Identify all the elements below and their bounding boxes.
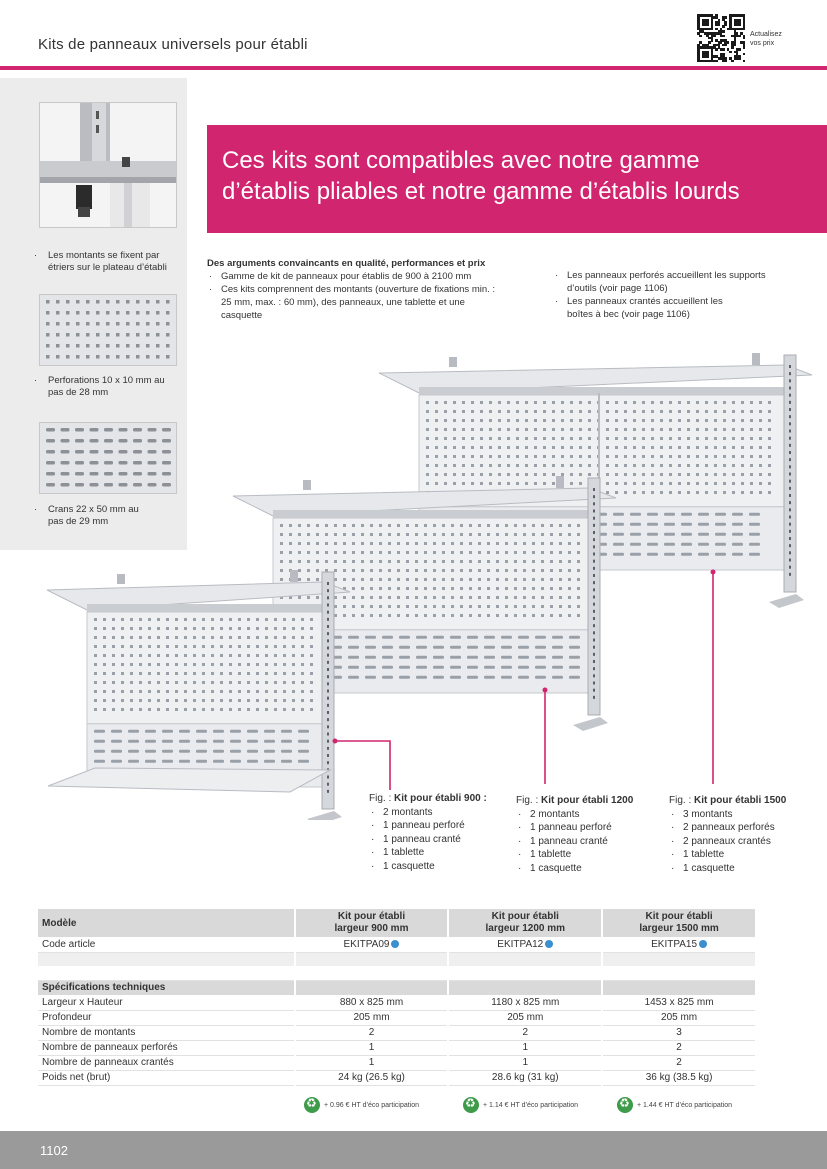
figure-caption-900: Fig. : Kit pour établi 900 : · 2 montants · 1 panneau perforé · 1 panneau cranté · 1 tablette · 1 casquette <box>369 792 487 873</box>
product-illustration <box>0 330 827 820</box>
sidebar-note-3: · Crans 22 x 50 mm au pas de 29 mm <box>34 504 139 527</box>
table-row: Profondeur 205 mm 205 mm 205 mm <box>38 1010 756 1025</box>
eco-participation-1200: ♻ + 1.14 € HT d’éco participation <box>463 1097 578 1113</box>
specifications-table <box>38 909 757 1086</box>
figure-caption-1200: Fig. : Kit pour établi 1200 · 2 montants · 1 panneau perforé · 1 panneau cranté · 1 tablette · 1 casquette <box>516 794 633 875</box>
recycle-icon <box>617 1097 633 1113</box>
product-code[interactable]: EKITPA12 <box>448 937 602 952</box>
clamp-photo <box>39 102 177 228</box>
recycle-icon <box>304 1097 320 1113</box>
figure-caption-1500: Fig. : Kit pour établi 1500 · 3 montants · 2 panneaux perforés · 2 panneaux crantés · 1 tablette · 1 casquette <box>669 794 786 875</box>
recycle-icon <box>463 1097 479 1113</box>
page-header <box>0 0 827 72</box>
table-header-row: Modèle Kit pour établi largeur 900 mm Kit pour établi largeur 1200 mm Kit pour établi largeur 1500 mm <box>38 909 756 937</box>
info-icon[interactable] <box>699 940 707 948</box>
arguments-right: · Les panneaux perforés accueillent les supports d’outils (voir page 1106) · Les panneaux crantés accueillent les boîtes à bec (voir page 1106) <box>553 269 783 321</box>
info-icon[interactable] <box>391 940 399 948</box>
table-spacer-row <box>38 952 756 966</box>
table-spacer-row <box>38 966 756 980</box>
product-code[interactable]: EKITPA09 <box>295 937 449 952</box>
product-code[interactable]: EKITPA15 <box>602 937 756 952</box>
arguments-left: Des arguments convaincants en qualité, performances et prix · Gamme de kit de panneaux pour établis de 900 à 2100 mm · Ces kits comprennent des montants (ouverture de fixations min. : 25 mm, max. : 60 mm), des panneaux, une tablette et une casquette <box>207 257 507 322</box>
page-title: Kits de panneaux universels pour établi <box>38 36 308 53</box>
eco-participation-900: ♻+ 0.96 € HT d’éco participation <box>304 1097 419 1113</box>
qr-code-icon[interactable] <box>697 14 745 62</box>
qr-note: Actualisez vos prix <box>750 31 782 47</box>
table-row: Nombre de panneaux crantés 1 1 2 <box>38 1055 756 1070</box>
compatibility-banner: Ces kits sont compatibles avec notre gamme d’établis pliables et notre gamme d’établis lourds <box>207 125 827 233</box>
header-accent-line <box>0 66 827 70</box>
table-row: Nombre de montants 2 2 3 <box>38 1025 756 1040</box>
info-icon[interactable] <box>545 940 553 948</box>
table-row: Code article EKITPA09 EKITPA12 EKITPA15 <box>38 937 756 952</box>
sidebar-note-1: · Les montants se fixent par étriers sur le plateau d’établi <box>34 250 167 273</box>
table-section-header: Spécifications techniques <box>38 980 756 995</box>
sidebar-note-2: · Perforations 10 x 10 mm au pas de 28 mm <box>34 375 165 398</box>
table-row: Nombre de panneaux perforés 1 1 2 <box>38 1040 756 1055</box>
page-number: 1102 <box>40 1143 68 1158</box>
page-footer <box>0 1131 827 1169</box>
eco-participation-1500: ♻ + 1.44 € HT d’éco participation <box>617 1097 732 1113</box>
table-row: Largeur x Hauteur 880 x 825 mm 1180 x 825 mm 1453 x 825 mm <box>38 995 756 1010</box>
table-row: Poids net (brut) 24 kg (26.5 kg) 28.6 kg (31 kg) 36 kg (38.5 kg) <box>38 1070 756 1085</box>
